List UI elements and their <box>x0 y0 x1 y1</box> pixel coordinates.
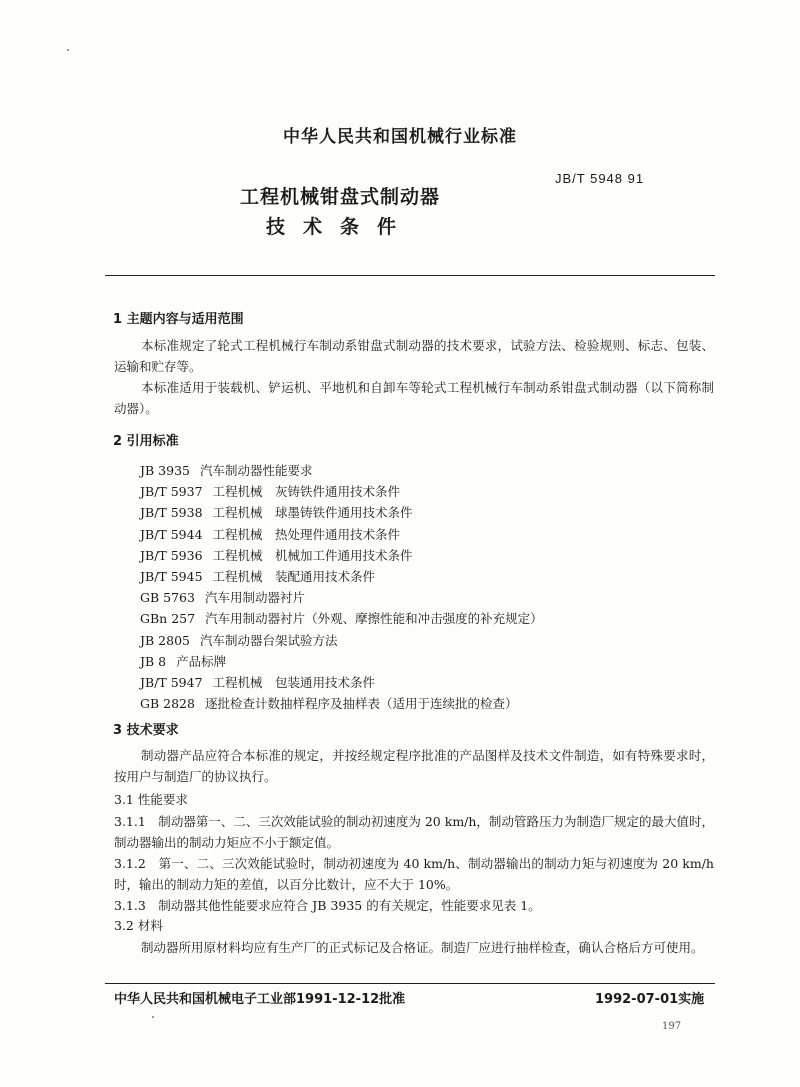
list-item <box>140 587 543 608</box>
list-item <box>140 672 543 693</box>
ref-title: 汽车用制动器衬片（外观、摩擦性能和冲击强度的补充规定） <box>205 611 543 627</box>
page-number: 197 <box>662 1021 682 1032</box>
section-3-intro: 制动器产品应符合本标准的规定，并按经规定程序批准的产品图样及技术文件制造，如有特殊要求时，按用户与制造厂的协议执行。 <box>114 748 714 784</box>
ref-title: 工程机械 机械加工件通用技术条件 <box>212 547 413 563</box>
header-divider <box>105 275 715 276</box>
list-item <box>140 608 543 629</box>
list-item <box>140 545 543 566</box>
section-1-heading: 1 主题内容与适用范围 <box>113 312 244 327</box>
clause-3-1-3: 3.1.3 制动器其他性能要求应符合 JB 3935 的有关规定，性能要求见表 1。 <box>114 898 541 913</box>
ref-code: JB/T 5944 <box>140 526 203 542</box>
ref-title: 汽车制动器台架试验方法 <box>199 632 338 648</box>
reference-list <box>140 460 543 714</box>
ref-code: GBn 257 <box>140 611 196 627</box>
ministry-header: 中华人民共和国机械行业标准 <box>283 127 517 147</box>
ref-title: 汽车制动器性能要求 <box>199 463 313 478</box>
ref-code: JB 2805 <box>140 632 190 648</box>
list-item <box>140 651 543 672</box>
document-title: 工程机械钳盘式制动器 <box>239 186 440 208</box>
ref-code: JB/T 5937 <box>140 484 203 500</box>
ref-title: 工程机械 灰铸铁件通用技术条件 <box>212 484 401 500</box>
implementation-date: 1992-07-01实施 <box>595 992 705 1007</box>
clause-3-1-1: 3.1.1 制动器第一、二、三次效能试验的制动初速度为 20 km/h，制动管路压力为制造厂规定的最大值时，制动器输出的制动力矩应不小于额定值。 <box>114 814 714 850</box>
ref-code: JB/T 5936 <box>140 547 203 563</box>
document-subtitle: 技术条件 <box>265 216 414 238</box>
list-item <box>140 524 543 545</box>
standard-code: JB/T 5948 91 <box>555 171 645 186</box>
approval-line: 中华人民共和国机械电子工业部1991-12-12批准 <box>114 992 406 1007</box>
list-item <box>140 693 543 714</box>
ref-title: 逐批检查计数抽样程序及抽样表（适用于连续批的检查） <box>204 696 518 712</box>
ref-title: 工程机械 球墨铸铁件通用技术条件 <box>212 505 413 521</box>
ref-code: JB 8 <box>140 653 167 669</box>
list-item <box>140 460 543 481</box>
ref-code: JB/T 5947 <box>140 675 203 691</box>
list-item <box>140 630 543 651</box>
list-item <box>140 502 543 523</box>
section-3-2-text: 制动器所用原材料均应有生产厂的正式标记及合格证。制造厂应进行抽样检查，确认合格后方可使用。 <box>141 940 704 955</box>
ref-code: GB 5763 <box>140 590 195 606</box>
section-3-2-heading: 3.2 材料 <box>114 918 163 933</box>
scan-speck <box>152 1016 154 1018</box>
ref-title: 汽车用制动器衬片 <box>204 590 305 606</box>
section-3-heading: 3 技术要求 <box>113 723 179 738</box>
section-1-paragraph-2: 本标准适用于装载机、铲运机、平地机和自卸车等轮式工程机械行车制动系钳盘式制动器（以下简称制动器）。 <box>114 380 714 416</box>
ref-title: 产品标牌 <box>176 653 227 669</box>
ref-code: JB/T 5938 <box>140 505 203 521</box>
ref-title: 工程机械 装配通用技术条件 <box>212 569 376 585</box>
section-1-paragraph-1: 本标准规定了轮式工程机械行车制动系钳盘式制动器的技术要求，试验方法、检验规则、标志、包装、运输和贮存等。 <box>114 338 714 374</box>
ref-title: 工程机械 包装通用技术条件 <box>212 675 376 691</box>
list-item <box>140 481 543 502</box>
footer-divider <box>105 983 715 984</box>
list-item <box>140 566 543 587</box>
section-2-heading: 2 引用标准 <box>113 434 179 449</box>
ref-code: JB 3935 <box>140 463 190 478</box>
section-3-1-heading: 3.1 性能要求 <box>114 792 188 807</box>
scan-speck <box>67 49 69 51</box>
clause-3-1-2: 3.1.2 第一、二、三次效能试验时，制动初速度为 40 km/h、制动器输出的制动力矩与初速度为 20 km/h 时，输出的制动力矩的差值，以百分比数计，应不大于 10%。 <box>114 856 714 892</box>
ref-title: 工程机械 热处理件通用技术条件 <box>212 526 401 542</box>
ref-code: JB/T 5945 <box>140 569 203 585</box>
ref-code: GB 2828 <box>140 696 195 712</box>
